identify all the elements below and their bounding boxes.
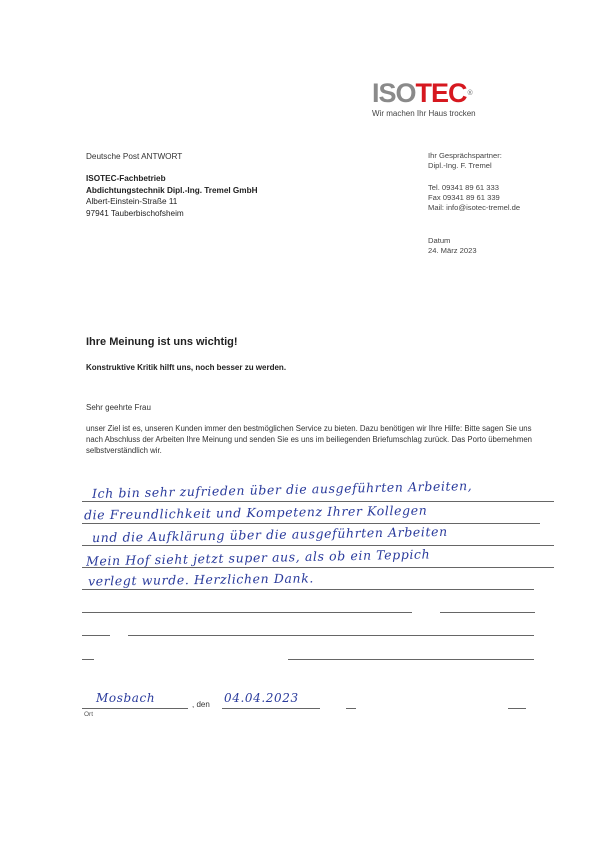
ort-label: Ort <box>84 711 94 718</box>
isotec-logo <box>372 80 502 124</box>
handwriting-line-1: Ich bin sehr zufrieden über die ausgeführten Arbeiten, <box>91 478 473 501</box>
logo-tec: TEC <box>415 78 467 108</box>
contact-mail: Mail: info@isotec-tremel.de <box>428 203 521 213</box>
writing-line-8b <box>288 659 534 660</box>
handwriting-line-3: und die Aufklärung über die ausgeführten Arbeiten <box>91 523 448 546</box>
sender-header: Deutsche Post ANTWORT <box>86 152 183 161</box>
subtitle: Konstruktive Kritik hilft uns, noch besser zu werden. <box>86 363 287 372</box>
signature-line-a <box>346 708 356 709</box>
logo-tagline: Wir machen Ihr Haus trocken <box>372 109 476 118</box>
recipient-line-4: 97941 Tauberbischofsheim <box>86 208 184 218</box>
writing-line-1 <box>82 501 554 502</box>
contact-label: Ihr Gesprächspartner: <box>428 151 502 160</box>
place-line <box>82 708 188 709</box>
contact-person <box>428 151 502 171</box>
logo-wordmark <box>372 80 502 107</box>
salutation: Sehr geehrte Frau <box>86 403 151 412</box>
logo-iso: ISO <box>372 78 416 108</box>
contact-tel: Tel. 09341 89 61 333 <box>428 183 499 192</box>
logo-registered-mark: ® <box>467 90 472 97</box>
date-label: Datum <box>428 236 451 245</box>
writing-line-6b <box>440 612 535 613</box>
recipient-line-2: Abdichtungstechnik Dipl.-Ing. Tremel GmbH <box>86 185 258 195</box>
signature-line-b <box>508 708 526 709</box>
writing-line-6 <box>82 612 412 613</box>
date-line <box>222 708 320 709</box>
recipient-line-3: Albert-Einstein-Straße 11 <box>86 197 178 206</box>
contact-name: Dipl.-Ing. F. Tremel <box>428 161 492 171</box>
writing-line-7a <box>82 635 110 636</box>
writing-line-5 <box>82 589 534 590</box>
handwriting-line-4: Mein Hof sieht jetzt super aus, als ob ein Teppich <box>85 546 431 569</box>
recipient-address <box>86 173 258 219</box>
den-label: , den <box>192 700 210 709</box>
contact-fax: Fax 09341 89 61 339 <box>428 193 500 203</box>
contact-details <box>428 183 520 214</box>
place-handwritten: Mosbach <box>96 691 156 705</box>
writing-line-7b <box>128 635 534 636</box>
recipient-line-1: ISOTEC-Fachbetrieb <box>86 174 166 183</box>
date-block <box>428 236 477 256</box>
date-handwritten: 04.04.2023 <box>224 691 299 705</box>
handwriting-line-5: verlegt wurde. Herzlichen Dank. <box>87 570 314 589</box>
date-value: 24. März 2023 <box>428 246 477 256</box>
writing-line-8a <box>82 659 94 660</box>
page-title: Ihre Meinung ist uns wichtig! <box>86 336 238 348</box>
handwriting-line-2: die Freundlichkeit und Kompetenz Ihrer Kollegen <box>83 502 428 523</box>
writing-line-2 <box>82 523 540 524</box>
body-text: unser Ziel ist es, unseren Kunden immer den bestmöglichen Service zu bieten. Dazu benötigen wir Ihre Hilfe: Bitte sagen Sie uns nach Abschluss der Arbeiten Ihre Meinung und senden Sie es uns im beiliegenden Briefumschlag zurück. Das Porto übernehmen selbstverständlich wir. <box>86 424 532 455</box>
writing-line-3 <box>82 545 554 546</box>
